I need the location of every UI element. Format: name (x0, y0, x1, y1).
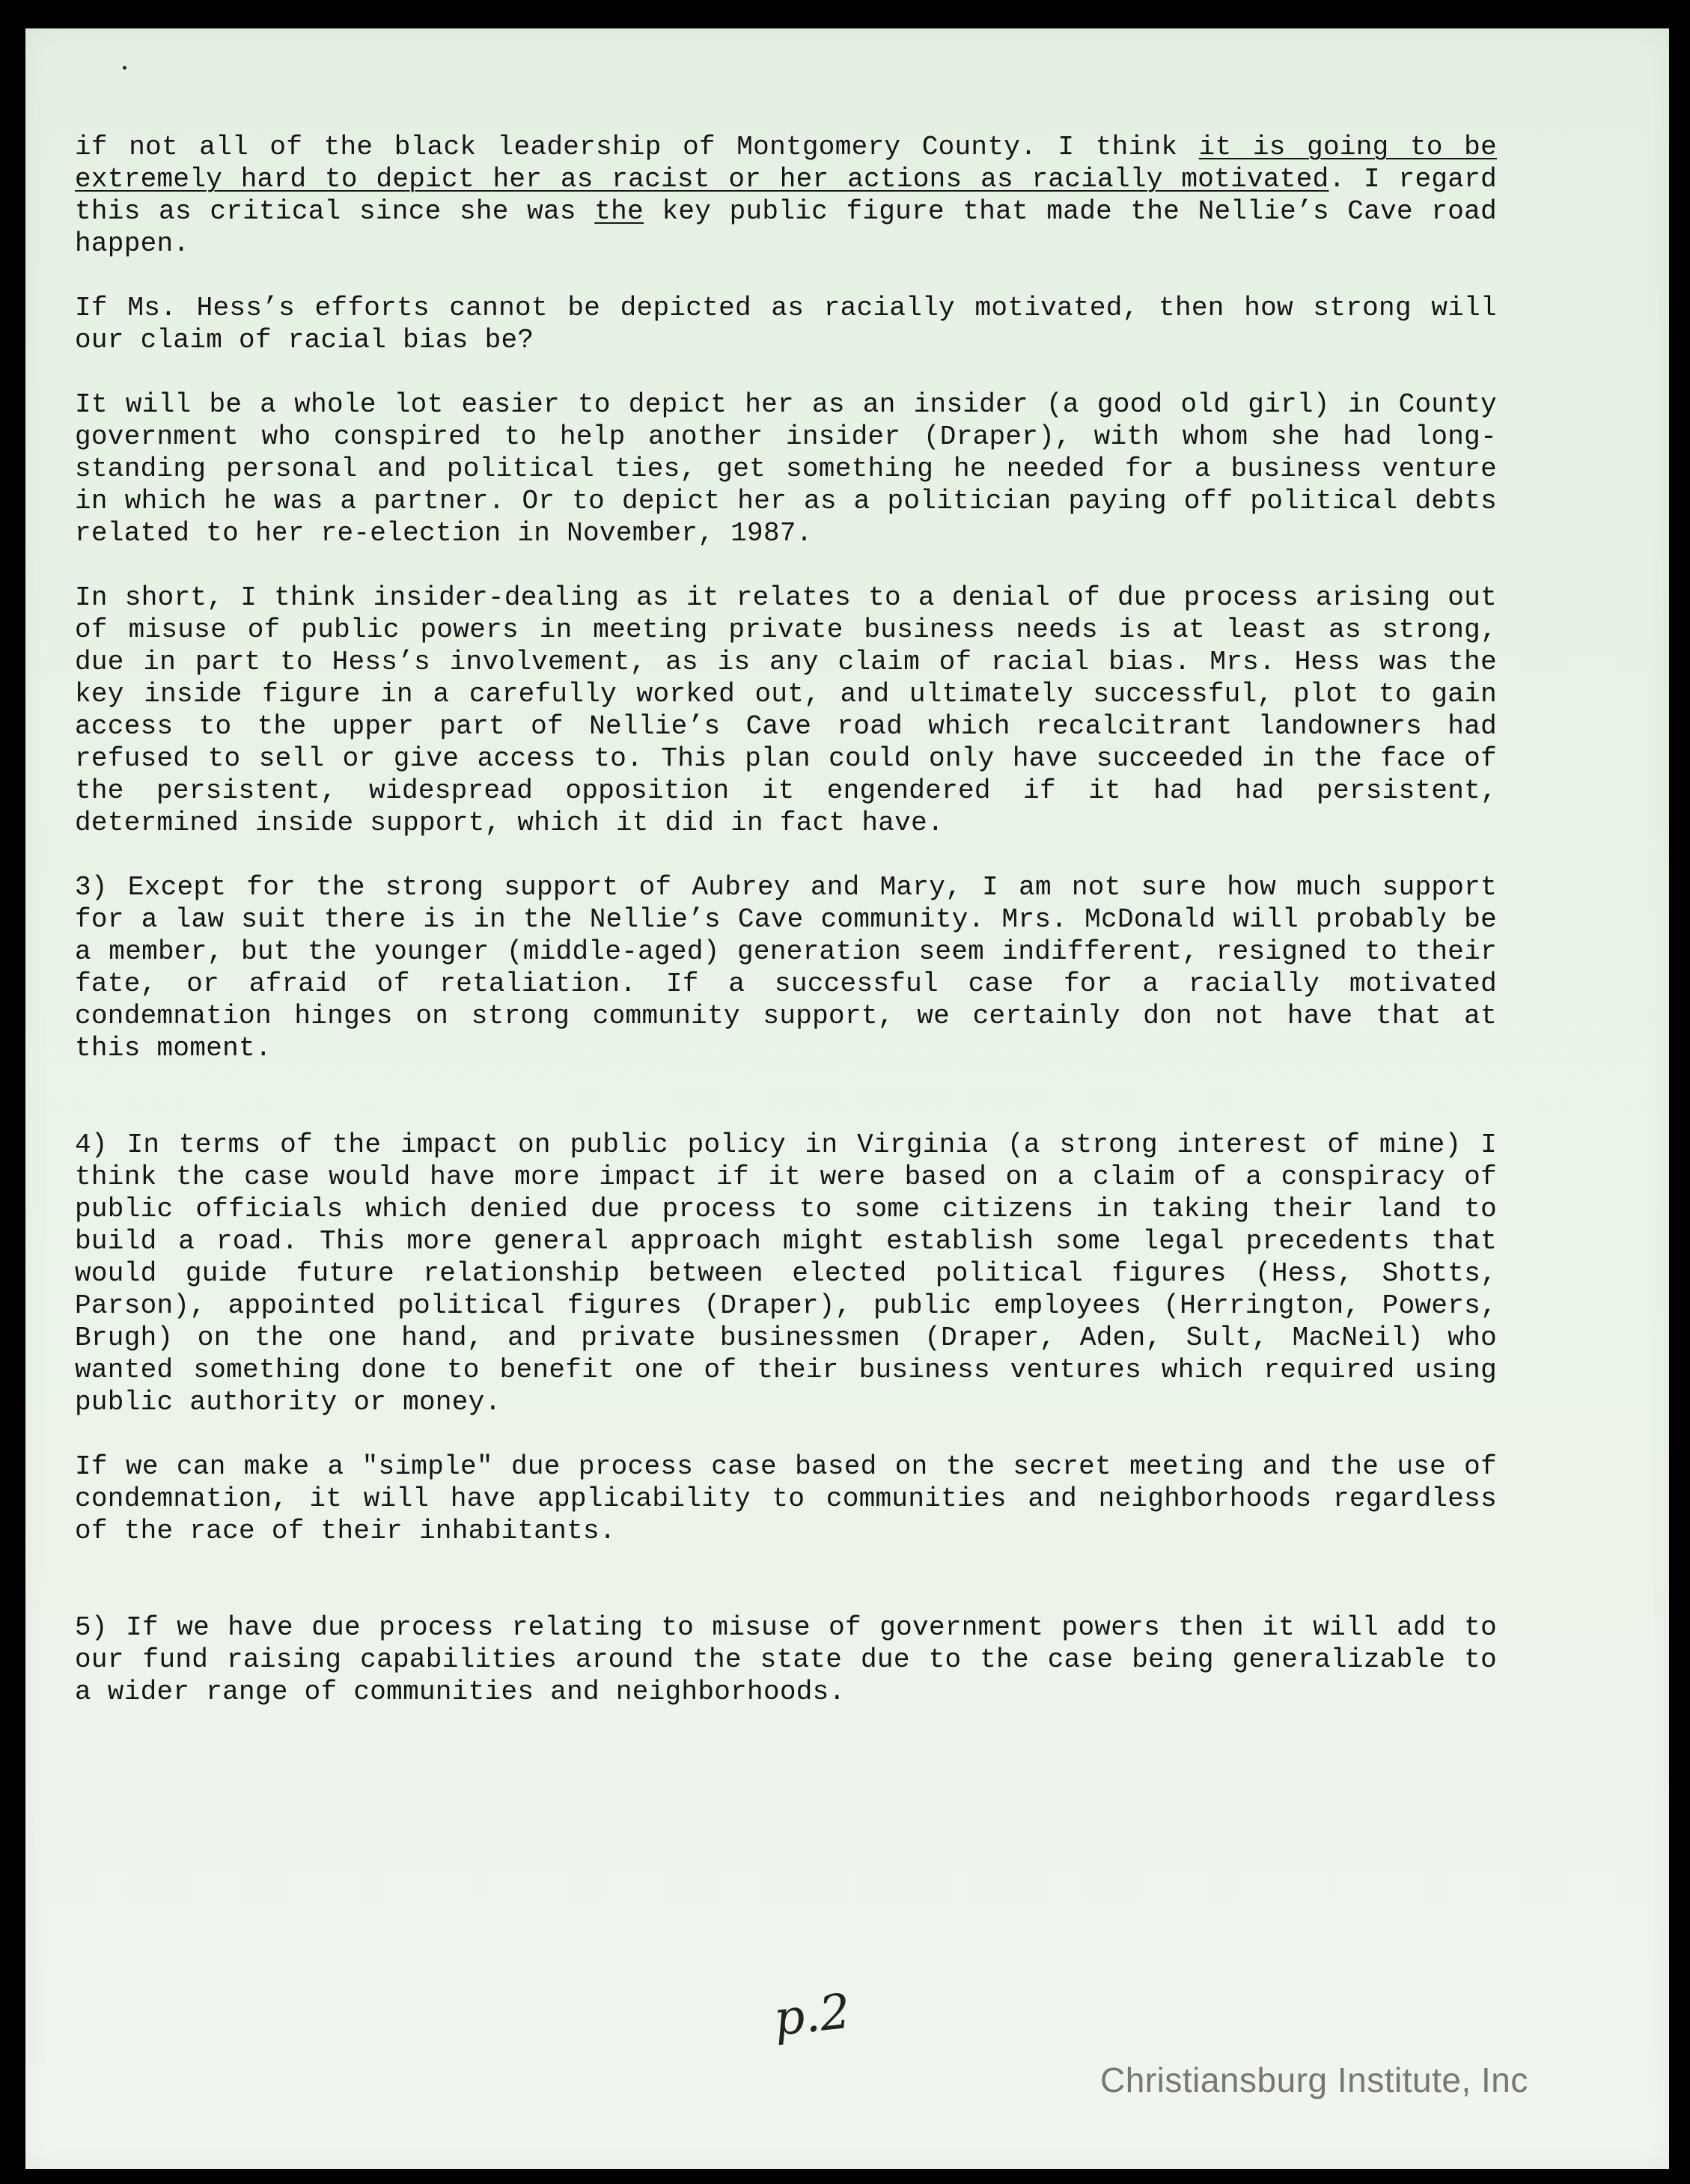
paragraph-4 (75, 582, 1497, 839)
paragraph-6 (75, 1129, 1497, 1418)
document-page (25, 28, 1669, 2169)
text-segment: If we can make a "simple" due process case based on the secret meeting and the use of condemnation, it will have applicability to communities and neighborhoods regardless of the race of their inhabitants. (75, 1451, 1497, 1546)
text-segment: 5) If we have due process relating to misuse of government powers then it will add to our fund raising capabilities around the state due to the case being generalizable to a wider range of communities and neighborhoods. (75, 1612, 1497, 1707)
paragraph-7 (75, 1451, 1497, 1547)
paragraph-3 (75, 388, 1497, 549)
text-segment: In short, I think insider-dealing as it relates to a denial of due process arising out of misuse of public powers in meeting private business needs is at least as strong, due in part to Hess’s involvement, as is any claim of racial bias. Mrs. Hess was the key inside figure in a carefully worked out, and ultimately successful, plot to gain access to the upper part of Nellie’s Cave road which recalcitrant landowners had refused to sell or give access to. This plan could only have succeeded in the face of the persistent, widespread opposition it engendered if it had had persistent, determined inside support, which it did in fact have. (75, 582, 1497, 838)
underlined-segment: the (594, 196, 644, 227)
ink-speck (123, 66, 126, 70)
handwritten-page-number: p.2 (771, 1983, 853, 2048)
text-segment: key public figure that made the Nellie’s Cave road happen. (75, 196, 1497, 259)
paragraph-2 (75, 292, 1497, 356)
paragraph-8 (75, 1611, 1497, 1708)
text-segment: 3) Except for the strong support of Aubrey and Mary, I am not sure how much support for a law suit there is in the Nellie’s Cave community. Mrs. McDonald will probably be a member, but the younger (middle-aged) generation seem indifferent, resigned to their fate, or afraid of retaliation. If a successful case for a racially motivated condemnation hinges on strong community support, we certainly don not have that at this moment. (75, 872, 1497, 1064)
text-segment: . I regard this as critical since she was (75, 164, 1497, 227)
watermark-text: Christiansburg Institute, Inc (1100, 2061, 1528, 2099)
text-segment: if not all of the black leadership of Montgomery County. I think (75, 132, 1199, 162)
paragraph-5 (75, 871, 1497, 1064)
underlined-segment: it is going to be extremely hard to depict her as racist or her actions as racially motivated (75, 132, 1497, 195)
paragraph-1 (75, 131, 1497, 260)
text-segment: It will be a whole lot easier to depict her as an insider (a good old girl) in County government who conspired to help another insider (Draper), with whom she had long-standing personal and political ties, get something he needed for a business venture in which he was a partner. Or to depict her as a politician paying off political debts related to her re-election in November, 1987. (75, 389, 1497, 549)
document-body (75, 131, 1497, 1740)
text-segment: 4) In terms of the impact on public policy in Virginia (a strong interest of mine) I think the case would have more impact if it were based on a claim of a conspiracy of public officials which denied due process to some citizens in taking their land to build a road. This more general approach might establish some legal precedents that would guide future relationship between elected political figures (Hess, Shotts, Parson), appointed political figures (Draper), public employees (Herrington, Powers, Brugh) on the one hand, and private businessmen (Draper, Aden, Sult, MacNeil) who wanted something done to benefit one of their business ventures which required using public authority or money. (75, 1129, 1497, 1418)
text-segment: If Ms. Hess’s efforts cannot be depicted as racially motivated, then how strong will our claim of racial bias be? (75, 293, 1497, 356)
